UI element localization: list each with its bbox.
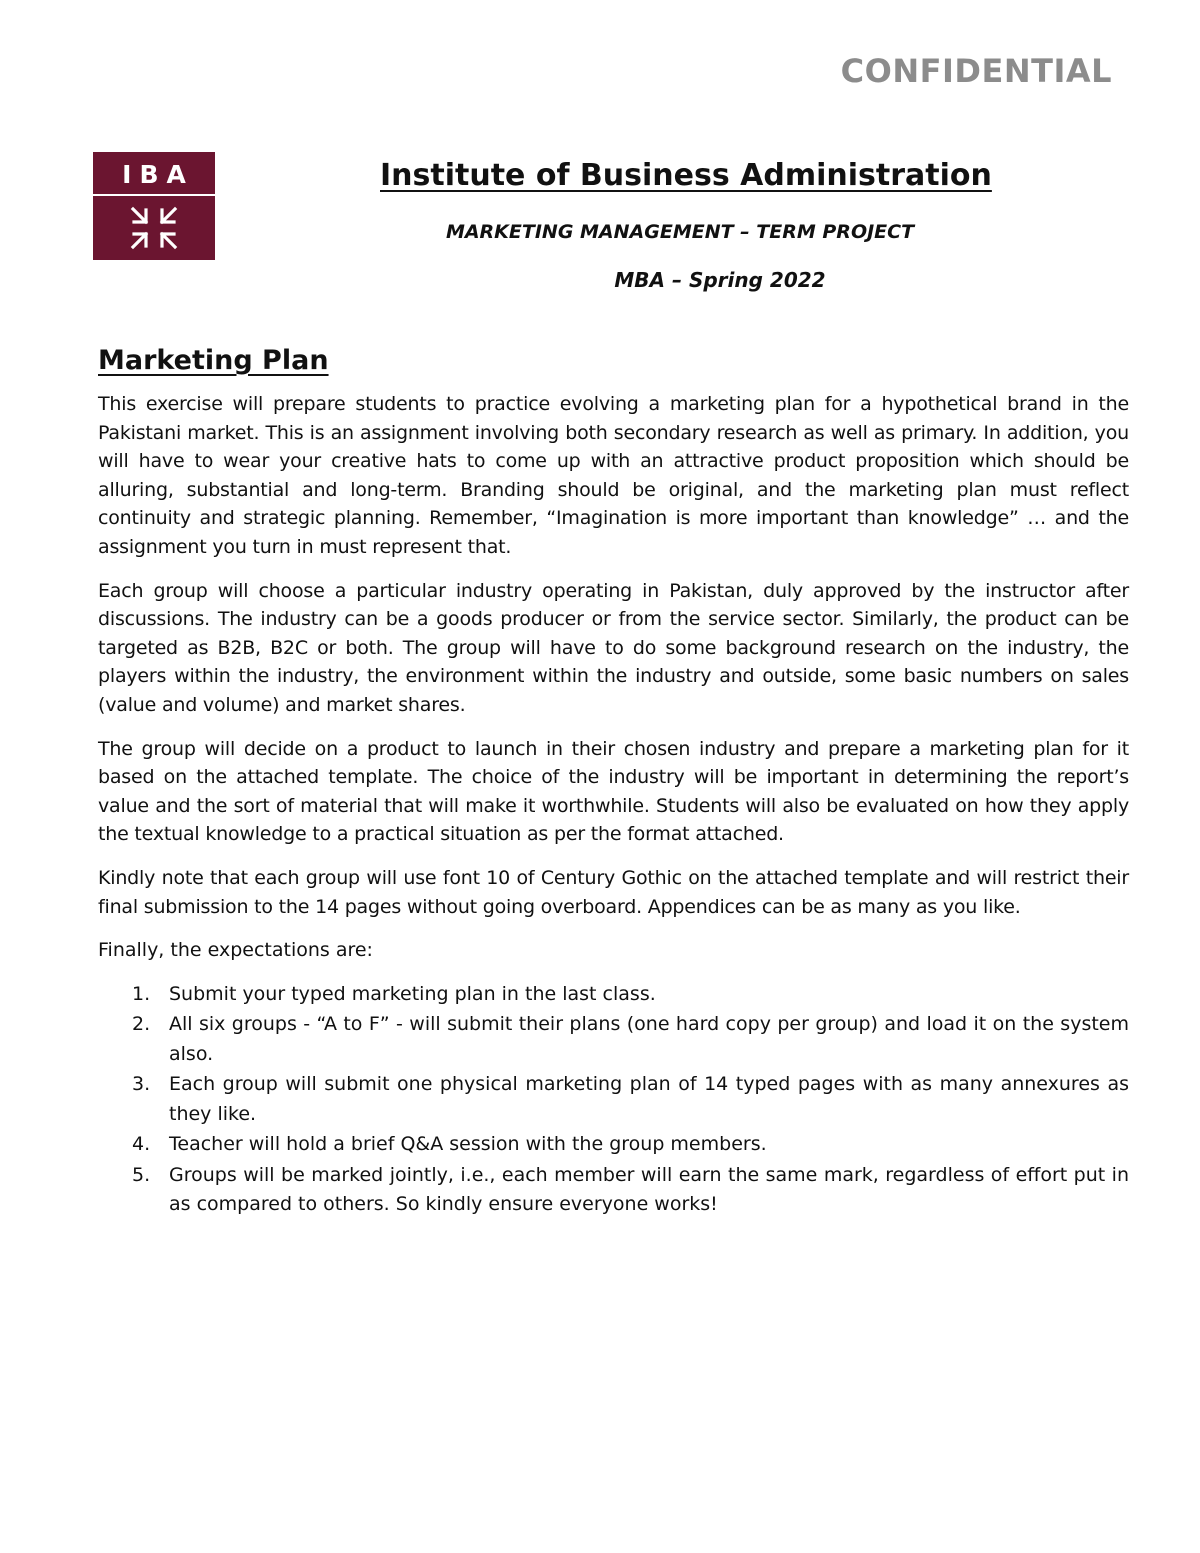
paragraph-product: The group will decide on a product to launch in their chosen industry and prepare a marketing plan for it based on the attached template. The choice of the industry will be important in determining the report’s value and the sort of material that will make it worthwhile. Students will also be evaluated on how they apply the textual knowledge to a practical situation as per the format attached. xyxy=(98,737,1129,846)
list-item-number: 1. xyxy=(132,982,151,1005)
list-item xyxy=(98,1070,1129,1129)
list-item-text: Groups will be marked jointly, i.e., each member will earn the same mark, regardless of effort put in as compared to others. So kindly ensure everyone works! xyxy=(169,1163,1129,1216)
paragraph-industry: Each group will choose a particular industry operating in Pakistan, duly approved by the instructor after discussions. The industry can be a goods producer or from the service sector. Similarly, the product can be targeted as B2B, B2C or both. The group will have to do some background research on the industry, the players within the industry, the environment within the industry and outside, some basic numbers on sales (value and volume) and market shares. xyxy=(98,579,1129,716)
arrows-emblem-icon xyxy=(130,206,178,250)
paragraph-expectations-intro: Finally, the expectations are: xyxy=(98,939,373,962)
document-body xyxy=(98,345,1129,1221)
list-item-text: Teacher will hold a brief Q&A session with the group members. xyxy=(169,1133,767,1156)
list-item xyxy=(98,1161,1129,1220)
paragraph-intro: This exercise will prepare students to practice evolving a marketing plan for a hypothetical brand in the Pakistani market. This is an assignment involving both secondary research as well as primary. In addition, you will have to wear your creative hats to come up with an attractive product proposition which should be alluring, substantial and long-term. Branding should be original, and the marketing plan must reflect continuity and strategic planning. Remember, “Imagination is more important than knowledge” … and the assignment you turn in must represent that. xyxy=(98,393,1129,558)
iba-logo xyxy=(93,152,215,260)
list-item-text: All six groups - “A to F” - will submit their plans (one hard copy per group) and load it on the system also. xyxy=(169,1013,1129,1065)
paragraph-format: Kindly note that each group will use font 10 of Century Gothic on the attached template and will restrict their final submission to the 14 pages without going overboard. Appendices can be as many as you like. xyxy=(98,866,1129,918)
list-item-number: 5. xyxy=(132,1163,151,1186)
list-item-text: Each group will submit one physical marketing plan of 14 typed pages with as many annexures as they like. xyxy=(169,1073,1129,1125)
logo-text: IBA xyxy=(122,160,194,189)
list-item-number: 2. xyxy=(132,1013,151,1036)
list-item xyxy=(98,1010,1129,1069)
list-item xyxy=(98,1130,1129,1160)
course-subtitle: MARKETING MANAGEMENT – TERM PROJECT xyxy=(445,221,915,243)
section-heading: Marketing Plan xyxy=(98,345,329,376)
list-item-text: Submit your typed marketing plan in the last class. xyxy=(169,982,656,1005)
expectations-list xyxy=(98,980,1129,1220)
list-item-number: 3. xyxy=(132,1073,151,1096)
list-item xyxy=(98,980,1129,1010)
logo-divider xyxy=(93,194,215,196)
list-item-number: 4. xyxy=(132,1133,151,1156)
term-label: MBA – Spring 2022 xyxy=(614,268,826,292)
confidential-stamp: CONFIDENTIAL xyxy=(840,52,1112,90)
institute-title: Institute of Business Administration xyxy=(380,158,992,193)
